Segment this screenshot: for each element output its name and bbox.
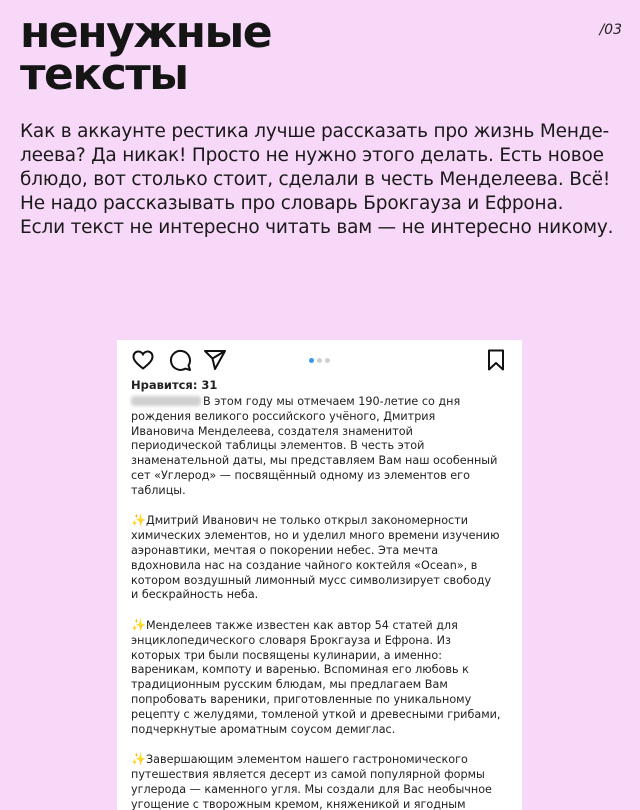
heart-icon[interactable] — [131, 348, 155, 372]
caption-paragraph — [131, 513, 509, 603]
caption-line: рождения великого российского учёного, Дмитрия — [131, 409, 436, 423]
caption-line: угощение с творожным кремом, княженикой и ягодным — [131, 797, 466, 810]
title-line-2: тексты — [20, 49, 188, 100]
carousel-dot-active — [309, 358, 314, 363]
post-action-bar — [131, 348, 508, 374]
title-line-1: ненужные — [20, 7, 272, 58]
caption-line: Завершающим элементом нашего гастрономического — [145, 753, 468, 767]
page-title — [20, 7, 272, 100]
caption-line: которых три были посвящены кулинарии, а именно: — [131, 648, 442, 662]
lead-line: леева? Да никак! Просто не нужно этого делать. Есть новое — [20, 145, 604, 166]
caption-paragraph — [131, 395, 509, 499]
lead-line: Не надо рассказывать про словарь Брокгауза и Ефрона. — [20, 193, 564, 214]
caption-line: В этом году мы отмечаем 190-летие со дня — [131, 395, 460, 408]
sparkle-icon: ✨ — [131, 617, 146, 632]
instagram-post-card — [117, 340, 522, 810]
caption-paragraph — [131, 752, 509, 810]
caption-line: периодической таблицы элементов. В честь этой — [131, 439, 425, 453]
caption-line: попробовать вареники, приготовленные по уникальному — [131, 692, 472, 706]
caption-line: знаменательной даты, мы представляем Вам наш особенный — [131, 454, 498, 468]
caption-line: энциклопедического словаря Брокгауза и Ефрона. Из — [131, 633, 451, 647]
sparkle-icon: ✨ — [131, 513, 146, 528]
caption-line: подчеркнутые ароматным соусом демиглас. — [131, 722, 396, 736]
caption-line: вареникам, компоту и варенью. Вспоминая его любовь к — [131, 663, 469, 677]
caption-line: котором воздушный лимонный мусс символизирует свободу — [131, 573, 492, 587]
lead-line: блюдо, вот столько стоит, сделали в честь Менделеева. Всё! — [20, 169, 611, 190]
caption-line: путешествия является десерт из самой популярной формы — [131, 767, 485, 781]
carousel-dot — [317, 358, 322, 363]
lead-line: Если текст не интересно читать вам — не интересно никому. — [20, 217, 614, 238]
caption-line: вдохновила нас на создание чайного коктейля «Ocean», в — [131, 558, 478, 572]
comment-icon[interactable] — [168, 348, 192, 372]
caption-line: и бескрайность неба. — [131, 588, 259, 602]
likes-count[interactable]: Нравится: 31 — [131, 378, 218, 392]
lead-paragraph — [20, 120, 625, 240]
carousel-indicator — [309, 358, 339, 364]
caption-line: аэронавтики, мечтая о покорении небес. Эта мечта — [131, 543, 439, 557]
caption-line: рецепту с желудями, томленой уткой и древесными грибами, — [131, 707, 501, 721]
share-icon[interactable] — [203, 348, 227, 372]
caption-line: Ивановича Менделеева, создателя знаменитой — [131, 424, 413, 438]
caption-paragraph — [131, 618, 509, 737]
carousel-dot — [325, 358, 330, 363]
username-blurred[interactable] — [131, 396, 201, 406]
caption-line: химических элементов, но и уделил много времени изучению — [131, 529, 500, 543]
lead-line: Как в аккаунте рестика лучше рассказать про жизнь Менде- — [20, 121, 609, 142]
page-number: /03 — [599, 22, 622, 38]
caption-line: таблицы. — [131, 483, 186, 497]
caption-line: традиционным русским блюдам, мы предлагаем Вам — [131, 678, 448, 692]
post-caption — [131, 395, 509, 810]
caption-line: сет «Углерод» — посвящённый одному из элементов его — [131, 468, 470, 482]
caption-line: Менделеев также известен как автор 54 статей для — [145, 618, 458, 632]
caption-line: Дмитрий Иванович не только открыл закономерности — [145, 514, 468, 528]
caption-line: углерода — каменного угля. Мы создали для Вас необычное — [131, 782, 492, 796]
bookmark-icon[interactable] — [484, 348, 508, 372]
sparkle-icon: ✨ — [131, 752, 146, 767]
